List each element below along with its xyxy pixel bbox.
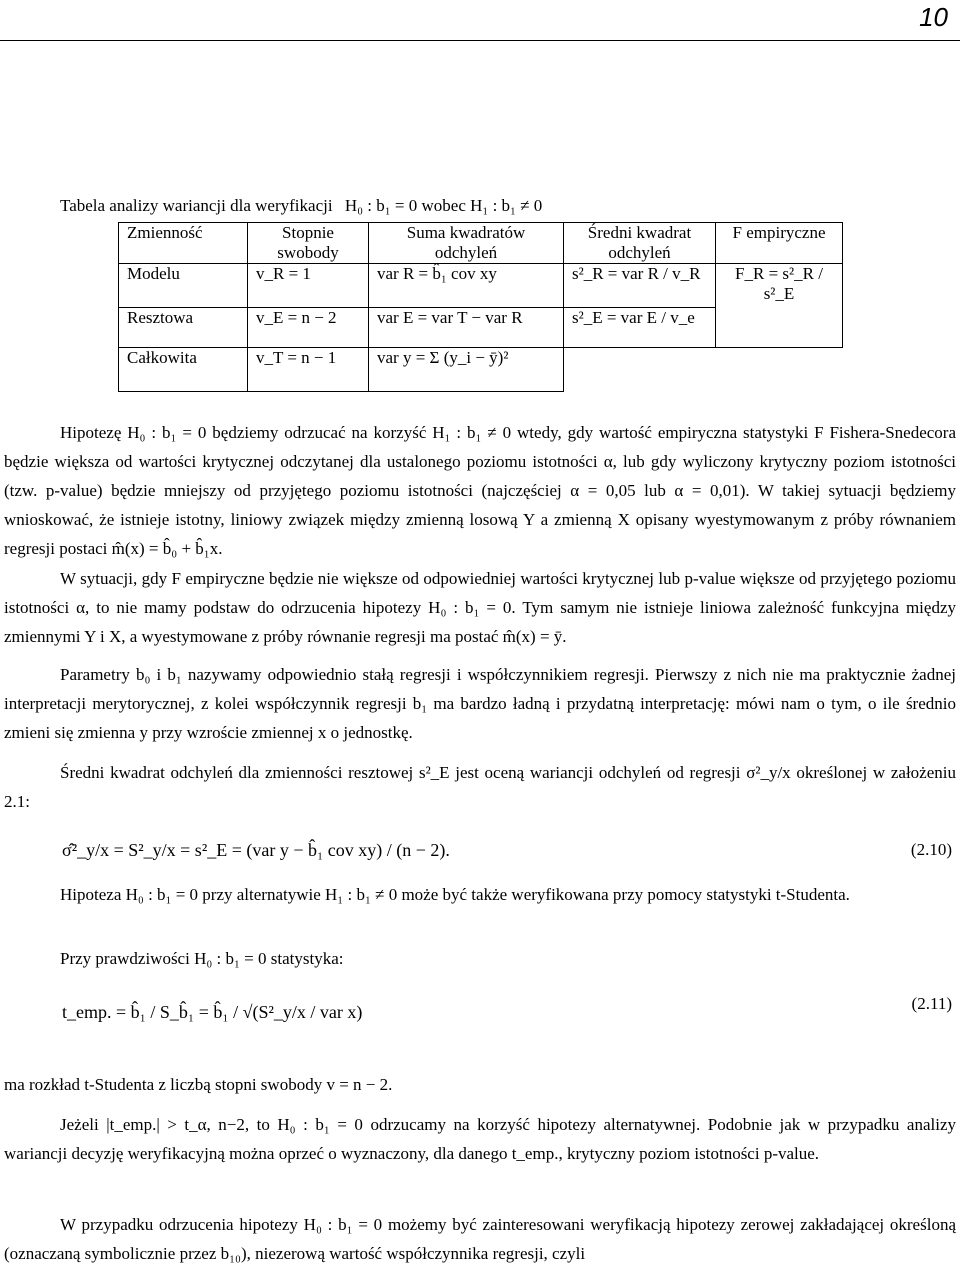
equation-number: (2.10) [910,840,952,859]
table-cell: F_R = s²_R / s²_E [716,264,843,348]
paragraph-mean-square: Średni kwadrat odchyleń dla zmienności resztowej s²_E jest oceną wariancji odchyleń od regresji σ²_y/x określonej w założeniu 2.1: [4,763,956,811]
table-cell: var y = Σ (y_i − ȳ)² [369,348,564,392]
table-header: Stopnie swobody [248,223,369,264]
page-header [0,0,960,41]
table-header: Zmienność [119,223,248,264]
table-header: Suma kwadratów odchyleń [369,223,564,264]
table-cell: var E = var T − var R [369,308,564,348]
equation-2-10: σ̂²_y/x = S²_y/x = s²_E = (var y − b̂₁ cov xy) / (n − 2). [62,840,450,860]
table-caption-text: Tabela analizy wariancji dla weryfikacji [60,196,333,215]
table-cell: Resztowa [119,308,248,348]
table-cell: s²_E = var E / v_e [564,308,716,348]
equation-2-11: t_emp. = b̂₁ / S_b̂₁ = b̂₁ / √(S²_y/x / var x) [62,1002,363,1022]
table-header: F empiryczne [716,223,843,264]
table-cell: var R = b̂₁ cov xy [369,264,564,308]
table-cell: v_E = n − 2 [248,308,369,348]
table-header: Średni kwadrat odchyleń [564,223,716,264]
table-caption [60,196,542,216]
table-cell: Modelu [119,264,248,308]
paragraph-no-rejection: W sytuacji, gdy F empiryczne będzie nie większe od odpowiedniej wartości krytycznej lub p-value większe od przyjętego poziomu istotności α, to nie mamy podstaw do odrzucenia hipotezy H₀ : b₁ = 0. Tym samym nie istnieje liniowa zależność funkcyjna między zmiennymi Y i X, a wyestymowane z próby równanie regresji ma postać m̂(x) = ȳ. [4,569,956,646]
paragraph-parameters: Parametry b₀ i b₁ nazywamy odpowiednio stałą regresji i współczynnikiem regresji. Pierwszy z nich nie ma praktycznie żadnej interpretacji merytorycznej, z kolei współczynnik regresji b₁ ma bardzo ładną i przydatną interpretację: mówi nam o tym, o ile średnio zmieni się zmienna y przy wzroście zmiennej x o jednostkę. [4,665,956,742]
table-cell [564,348,716,392]
table-row [119,264,843,308]
paragraph-decision: Jeżeli |t_emp.| > t_α, n−2, to H₀ : b₁ = 0 odrzucamy na korzyść hipotezy alternatywnej. Podobnie jak w przypadku analizy wariancji decyzję weryfikacyjną można oprzeć o wyznaczony, dla danego t_emp., krytyczny poziom istotności p-value. [4,1115,956,1163]
paragraph-hypothesis-rejection: Hipotezę H₀ : b₁ = 0 będziemy odrzucać na korzyść H₁ : b₁ ≠ 0 wtedy, gdy wartość empiryczna statystyki F Fishera-Snedecora będzie większa od wartości krytycznej odczytanej dla ustalonego poziomu istotności α, lub gdy wyliczony krytyczny poziom istotności (tzw. p-value) będzie mniejszy od przyjętego poziomu istotności (najczęściej α = 0,05 lub α = 0,01). W takiej sytuacji będziemy wnioskować, że istnieje istotny, liniowy związek między zmienną losową Y a zmienną X opisany wyestymowanym z próby równaniem regresji postaci m̂(x) = b̂₀ + b̂₁x. [4,423,956,558]
page-number: 10 [919,2,948,32]
equation-number: (2.11) [911,994,952,1013]
table-cell: v_T = n − 1 [248,348,369,392]
table-cell [716,348,843,392]
table-cell: v_R = 1 [248,264,369,308]
paragraph-alternative: W przypadku odrzucenia hipotezy H₀ : b₁ = 0 możemy być zainteresowani weryfikacją hipotezy zerowej zakładającej określoną (oznaczaną symbolicznie przez b₁₀), niezerową wartość współczynnika regresji, czyli [4,1215,956,1263]
anova-table [118,222,843,392]
paragraph-t-student: Hipoteza H₀ : b₁ = 0 przy alternatywie H₁ : b₁ ≠ 0 może być także weryfikowana przy pomocy statystyki t-Studenta. [60,885,850,904]
table-row [119,348,843,392]
table-header-row [119,223,843,264]
paragraph-statistic-intro: Przy prawdziwości H₀ : b₁ = 0 statystyka: [60,949,344,968]
table-caption-hypothesis: H₀ : b₁ = 0 wobec H₁ : b₁ ≠ 0 [344,196,543,215]
table-cell: s²_R = var R / v_R [564,264,716,308]
paragraph-distribution: ma rozkład t-Studenta z liczbą stopni swobody v = n − 2. [4,1075,393,1094]
table-cell: Całkowita [119,348,248,392]
